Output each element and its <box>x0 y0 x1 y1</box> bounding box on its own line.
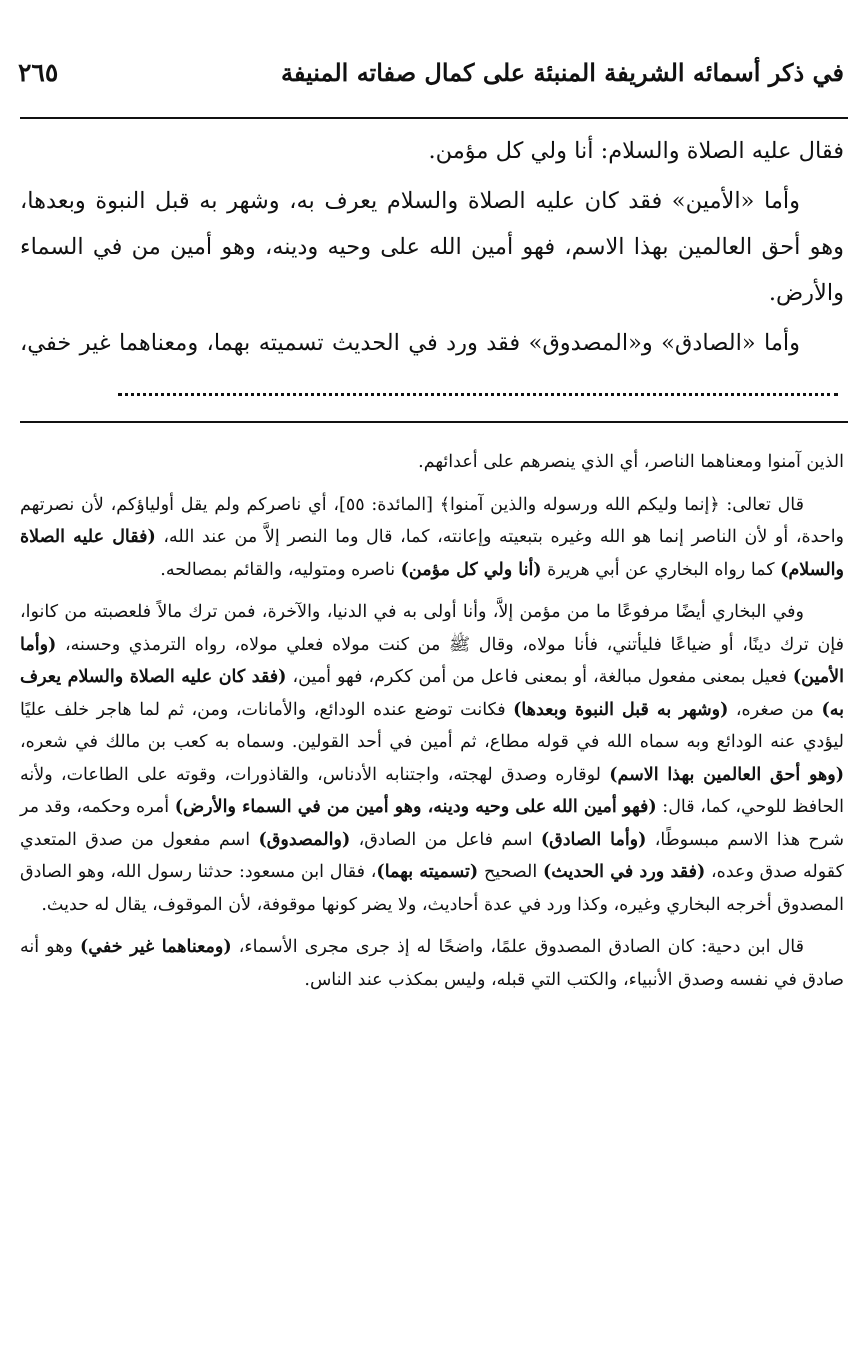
commentary-span: وفي البخاري أيضًا مرفوعًا ما من مؤمن إلاَّ، وأنا أولى به في الدنيا، والآخرة، فمن ترك مالاً فلعصبته من كانوا، فإن ترك دينًا، أو ضياعًا فليأتني، فأنا مولاه، وقال ﷺ من كنت مولاه فعلي مولاه، رواه الترمذي وحسنه، <box>20 602 844 655</box>
commentary-span: الصحيح <box>478 862 543 882</box>
commentary-span: ، فقال ابن مسعود: حدثنا رسول الله، وهو الصادق المصدوق أخرجه البخاري وغيره، وكذا ورد في عدة أحاديث، ولا يضر كونها موقوفة، لأن الموقوف، يقال له حديث. <box>20 862 844 915</box>
quoted-matn: (فقال عليه الصلاة والسلام) <box>20 527 844 580</box>
quoted-matn: (أنا ولي كل مؤمن) <box>400 559 542 580</box>
commentary-paragraph <box>20 931 844 996</box>
quoted-matn: (فهو أمين الله على وحيه ودينه، وهو أمين من في السماء والأرض) <box>174 797 657 817</box>
page-number: ٢٦٥ <box>18 57 59 87</box>
dotted-leader <box>118 385 838 396</box>
main-text-paragraph: وأما «الأمين» فقد كان عليه الصلاة والسلام يعرف به، وشهر به قبل النبوة وبعدها، وهو أحق العالمين بهذا الاسم، فهو أمين الله على وحيه ودينه، وهو أمين من في السماء والأرض. <box>20 188 844 306</box>
quoted-matn: (فقد كان عليه الصلاة والسلام يعرف به) <box>20 667 844 720</box>
main-text <box>20 128 844 416</box>
commentary-span: ناصره ومتوليه، والقائم بمصالحه. <box>160 559 401 580</box>
quoted-matn: (والمصدوق) <box>258 829 351 850</box>
commentary-span: كما رواه البخاري عن أبي هريرة <box>541 559 781 580</box>
section-divider <box>20 421 848 423</box>
commentary-span: من صغره، <box>728 699 822 720</box>
main-text-paragraph <box>20 320 844 412</box>
commentary-span: قال ابن دحية: كان الصادق المصدوق علمًا، واضحًا له إذ جرى مجرى الأسماء، <box>231 937 804 957</box>
commentary-span: وهو أنه صادق في نفسه وصدق الأنبياء، والكتب التي قبله، وليس بمكذب عند الناس. <box>20 937 844 990</box>
commentary-span: قال تعالى: ﴿إنما وليكم الله ورسوله والذين آمنوا﴾ [المائدة: ٥٥]، أي ناصركم ولم يقل أولياؤكم، لأن نصرتهم واحدة، أو لأن الناصر إنما هو الله وغيره بتبعيته وإعانته، كما، قال وما النصر إلاَّ من عند الله، <box>20 494 845 547</box>
running-title: في ذكر أسمائه الشريفة المنبئة على كمال صفاته المنيفة <box>280 57 844 87</box>
quoted-matn: (تسميته بهما) <box>376 862 479 882</box>
commentary-span: أمره وحكمه، وقد مر شرح هذا الاسم مبسوطًا، <box>20 797 844 850</box>
quoted-matn: (وأما الصادق) <box>540 829 647 850</box>
header-rule <box>20 117 848 119</box>
commentary-paragraph <box>20 596 844 921</box>
page-header <box>18 52 844 92</box>
commentary-paragraph: الذين آمنوا ومعناهما الناصر، أي الذي ينصرهم على أعدائهم. <box>418 452 844 472</box>
quoted-matn: (فقد ورد في الحديث) <box>543 862 706 882</box>
commentary-span: فكانت توضع عنده الودائع، والأمانات، ومن، ثم لما هاجر خلف عليًا ليؤدي عنه الودائع وبه سماه الله في قوله مطاع، ثم أمين في أحد القولين. وسماه به كعب بن مالك في شعره، <box>20 699 844 752</box>
quoted-matn: (وشهر به قبل النبوة وبعدها) <box>513 699 729 720</box>
commentary-span: فعيل بمعنى مفعول مبالغة، أو بمعنى فاعل من أمن ككرم، فهو أمين، <box>286 667 793 687</box>
quoted-matn: (وهو أحق العالمين بهذا الاسم) <box>609 764 844 785</box>
quoted-matn: (وأما الأمين) <box>20 634 844 687</box>
commentary-paragraph <box>20 489 844 587</box>
quoted-matn: (ومعناهما غير خفي) <box>79 937 232 957</box>
commentary-span: اسم مفعول من صدق المتعدي كقوله صدق وعده، <box>20 829 844 882</box>
commentary-text <box>20 446 844 1006</box>
commentary-span: اسم فاعل من الصادق، <box>350 829 541 850</box>
main-text-span: وأما «الصادق» و«المصدوق» فقد ورد في الحديث تسميته بهما، ومعناهما غير خفي، <box>20 330 800 356</box>
commentary-span: لوقاره وصدق لهجته، واجتنابه الأدناس، والقاذورات، وقوته على الطاعات، ولأنه الحافظ للوحي، كما، قال: <box>20 764 844 817</box>
main-text-paragraph: فقال عليه الصلاة والسلام: أنا ولي كل مؤمن. <box>428 138 844 164</box>
